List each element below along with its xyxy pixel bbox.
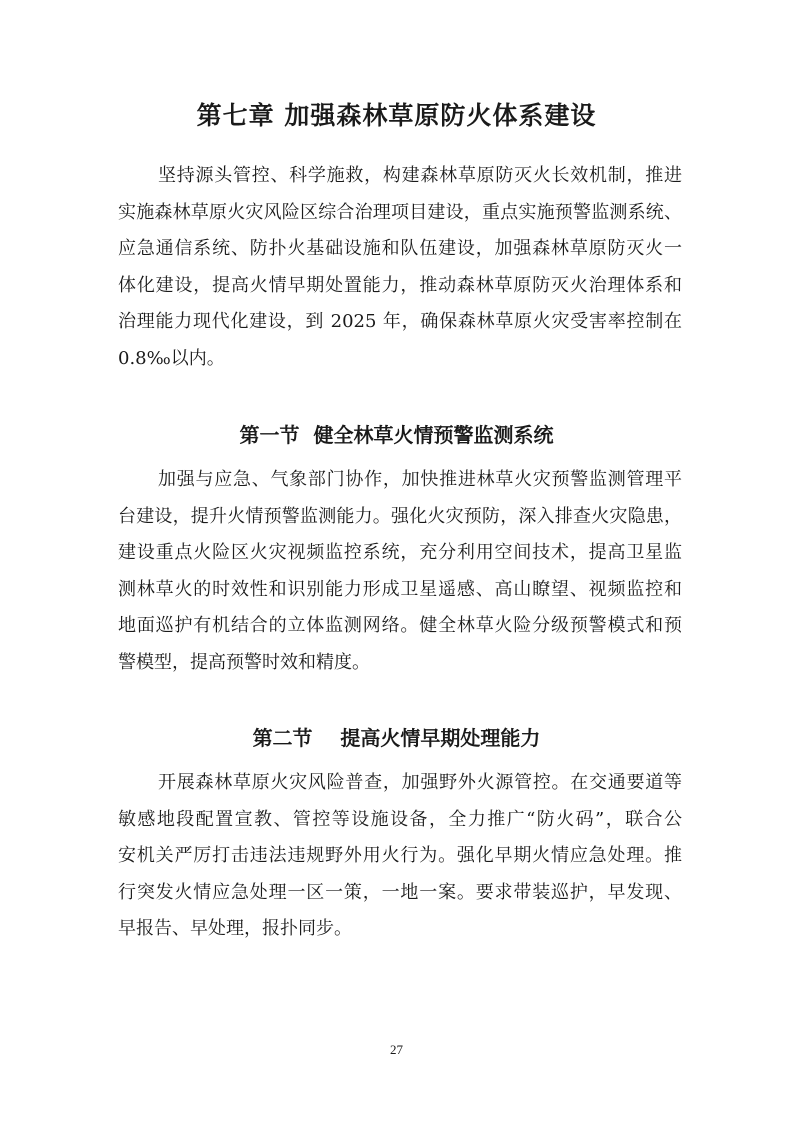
paragraph-line: 应急通信系统、防扑火基础设施和队伍建设，加强森林草原防灭火一 [118,238,682,260]
paragraph-line: 早报告、早处理，报扑同步。 [118,918,352,940]
intro-paragraph [118,158,682,378]
chapter-title: 第七章 加强森林草原防火体系建设 [196,101,597,130]
paragraph-line: 安机关严厉打击违法违规野外用火行为。强化早期火情应急处理。推 [118,845,682,867]
paragraph-line: 开展森林草原火灾风险普查，加强野外火源管控。在交通要道等 [158,772,682,793]
paragraph-line: 地面巡护有机结合的立体监测网络。健全林草火险分级预警模式和预 [118,615,682,637]
section-2-paragraph [118,765,682,948]
paragraph-line: 加强与应急、气象部门协作，加快推进林草火灾预警监测管理平 [158,469,682,490]
paragraph-line: 0.8‰以内。 [118,347,225,369]
paragraph-line: 治理能力现代化建设，到 2025 年，确保森林草原火灾受害率控制在 [118,311,682,333]
paragraph-line: 台建设，提升火情预警监测能力。强化火灾预防，深入排查火灾隐患， [118,505,682,527]
paragraph-line: 警模型，提高预警时效和精度。 [118,651,370,673]
paragraph-line: 敏感地段配置宣教、管控等设施设备，全力推广“防火码”，联合公 [118,808,682,830]
section-1-paragraph [118,462,682,682]
paragraph-line: 建设重点火险区火灾视频监控系统，充分利用空间技术，提高卫星监 [118,542,682,564]
paragraph-line: 测林草火的时效性和识别能力形成卫星遥感、高山瞭望、视频监控和 [118,578,682,600]
paragraph-line: 实施森林草原火灾风险区综合治理项目建设，重点实施预警监测系统、 [118,201,682,223]
paragraph-line: 体化建设，提高火情早期处置能力，推动森林草原防灭火治理体系和 [118,274,682,296]
section-title-1: 第一节 健全林草火情预警监测系统 [239,423,554,447]
section-title-2: 第二节 提高火情早期处理能力 [252,726,541,750]
paragraph-line: 行突发火情应急处理一区一策，一地一案。要求带装巡护，早发现、 [118,881,682,903]
page-number: 27 [390,1042,403,1057]
paragraph-line: 坚持源头管控、科学施救，构建森林草原防灭火长效机制，推进 [158,165,682,186]
